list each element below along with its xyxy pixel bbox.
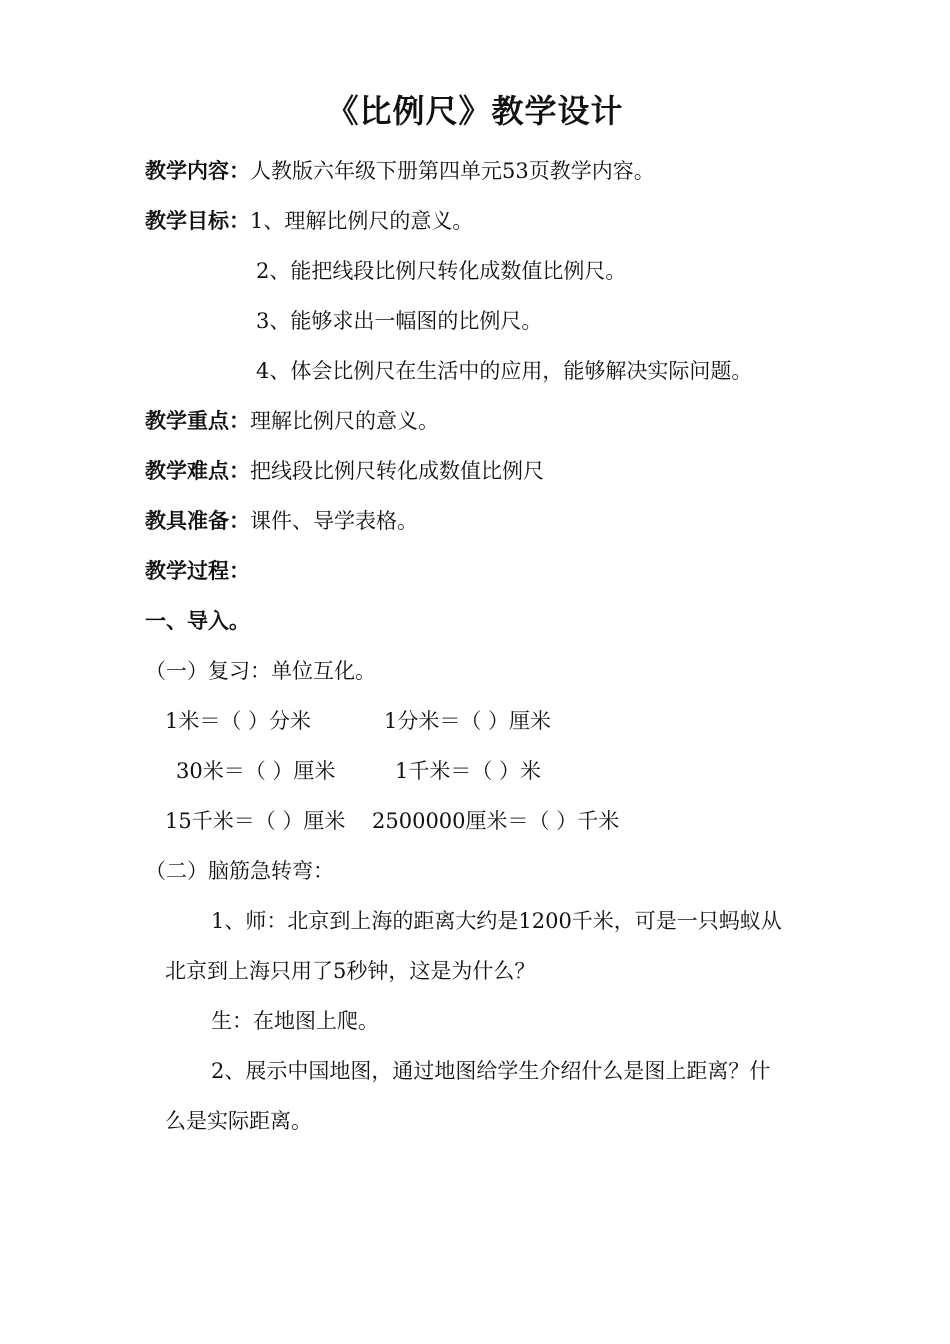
brain-heading: （二）脑筋急转弯： bbox=[145, 859, 334, 883]
review-row-1-left: 1米＝（ ）分米 bbox=[165, 709, 312, 733]
goal-item-2: 2、能把线段比例尺转化成数值比例尺。 bbox=[256, 259, 627, 283]
tools-label: 教具准备： bbox=[145, 509, 250, 533]
student-answer: 生：在地图上爬。 bbox=[211, 1009, 379, 1033]
difficulty-label: 教学难点： bbox=[145, 459, 250, 483]
tools-line bbox=[145, 506, 418, 536]
content-label: 教学内容： bbox=[145, 159, 250, 183]
review-row-2-left: 30米＝（ ）厘米 bbox=[176, 759, 336, 783]
key-point-text: 理解比例尺的意义。 bbox=[250, 409, 439, 433]
question-1-line-1: 1、师：北京到上海的距离大约是1200千米，可是一只蚂蚁从 bbox=[211, 909, 782, 933]
section1-heading: 一、导入。 bbox=[145, 609, 250, 633]
key-point-line bbox=[145, 406, 439, 436]
goal-item-1: 1、理解比例尺的意义。 bbox=[250, 209, 474, 233]
review-row-3-left: 15千米＝（ ）厘米 bbox=[165, 809, 346, 833]
goal-item-4: 4、体会比例尺在生活中的应用，能够解决实际问题。 bbox=[256, 359, 753, 383]
goal-item-3: 3、能够求出一幅图的比例尺。 bbox=[256, 309, 543, 333]
document-title: 《比例尺》教学设计 bbox=[326, 92, 624, 130]
difficulty-text: 把线段比例尺转化成数值比例尺 bbox=[250, 459, 544, 483]
review-row-3-right: 2500000厘米＝（ ）千米 bbox=[372, 809, 620, 833]
question-2-line-1: 2、展示中国地图，通过地图给学生介绍什么是图上距离？什 bbox=[211, 1059, 771, 1083]
review-row-2-right: 1千米＝（ ）米 bbox=[395, 759, 542, 783]
content-line bbox=[145, 156, 655, 186]
goals-label: 教学目标： bbox=[145, 209, 250, 233]
review-row-1-right: 1分米＝（ ）厘米 bbox=[384, 709, 552, 733]
question-2-line-2: 么是实际距离。 bbox=[165, 1109, 312, 1133]
question-1-line-2: 北京到上海只用了5秒钟，这是为什么？ bbox=[165, 959, 536, 983]
tools-text: 课件、导学表格。 bbox=[250, 509, 418, 533]
key-point-label: 教学重点： bbox=[145, 409, 250, 433]
process-label: 教学过程： bbox=[145, 559, 250, 583]
review-heading: （一）复习：单位互化。 bbox=[145, 659, 376, 683]
difficulty-line bbox=[145, 456, 544, 486]
goals-line bbox=[145, 206, 473, 236]
content-text: 人教版六年级下册第四单元53页教学内容。 bbox=[250, 159, 655, 183]
